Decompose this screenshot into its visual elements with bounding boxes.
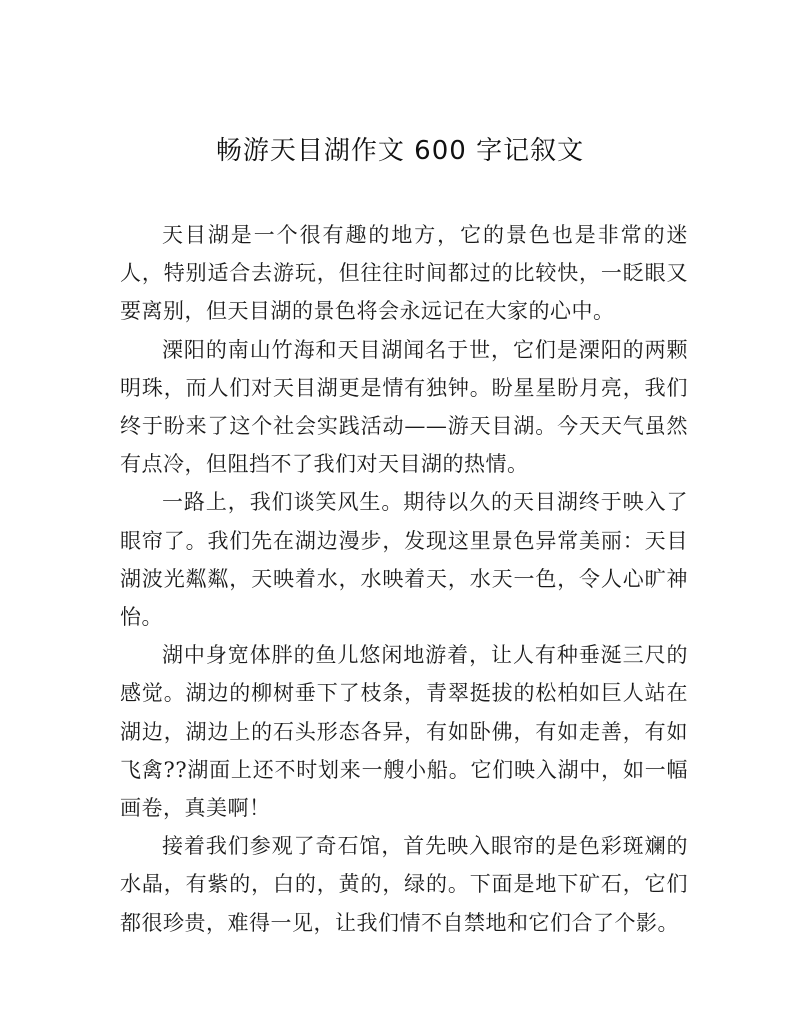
paragraph: 湖中身宽体胖的鱼儿悠闲地游着，让人有种垂涎三尺的感觉。湖边的柳树垂下了枝条，青翠挺拔的松柏如巨人站在湖边，湖边上的石头形态各异，有如卧佛，有如走善，有如飞禽??湖面上还不时划来一艘小船。它们映入湖中，如一幅画卷，真美啊！ xyxy=(120,643,688,821)
paragraph: 天目湖是一个很有趣的地方，它的景色也是非常的迷人，特别适合去游玩，但往往时间都过的比较快，一眨眼又要离别，但天目湖的景色将会永远记在大家的心中。 xyxy=(120,223,688,324)
paragraph: 溧阳的南山竹海和天目湖闻名于世，它们是溧阳的两颗明珠，而人们对天目湖更是情有独钟。盼星星盼月亮，我们终于盼来了这个社会实践活动——游天目湖。今天天气虽然有点冷，但阻挡不了我们对天目湖的热情。 xyxy=(120,337,688,477)
paragraph: 一路上，我们谈笑风生。期待以久的天目湖终于映入了眼帘了。我们先在湖边漫步，发现这里景色异常美丽：天目湖波光粼粼，天映着水，水映着天，水天一色，令人心旷神怡。 xyxy=(120,490,688,630)
paragraph: 接着我们参观了奇石馆，首先映入眼帘的是色彩斑斓的水晶，有紫的，白的，黄的，绿的。下面是地下矿石，它们都很珍贵，难得一见，让我们情不自禁地和它们合了个影。 xyxy=(120,834,688,935)
document-title: 畅游天目湖作文 600 字记叙文 xyxy=(215,136,585,166)
document-body xyxy=(120,216,688,942)
